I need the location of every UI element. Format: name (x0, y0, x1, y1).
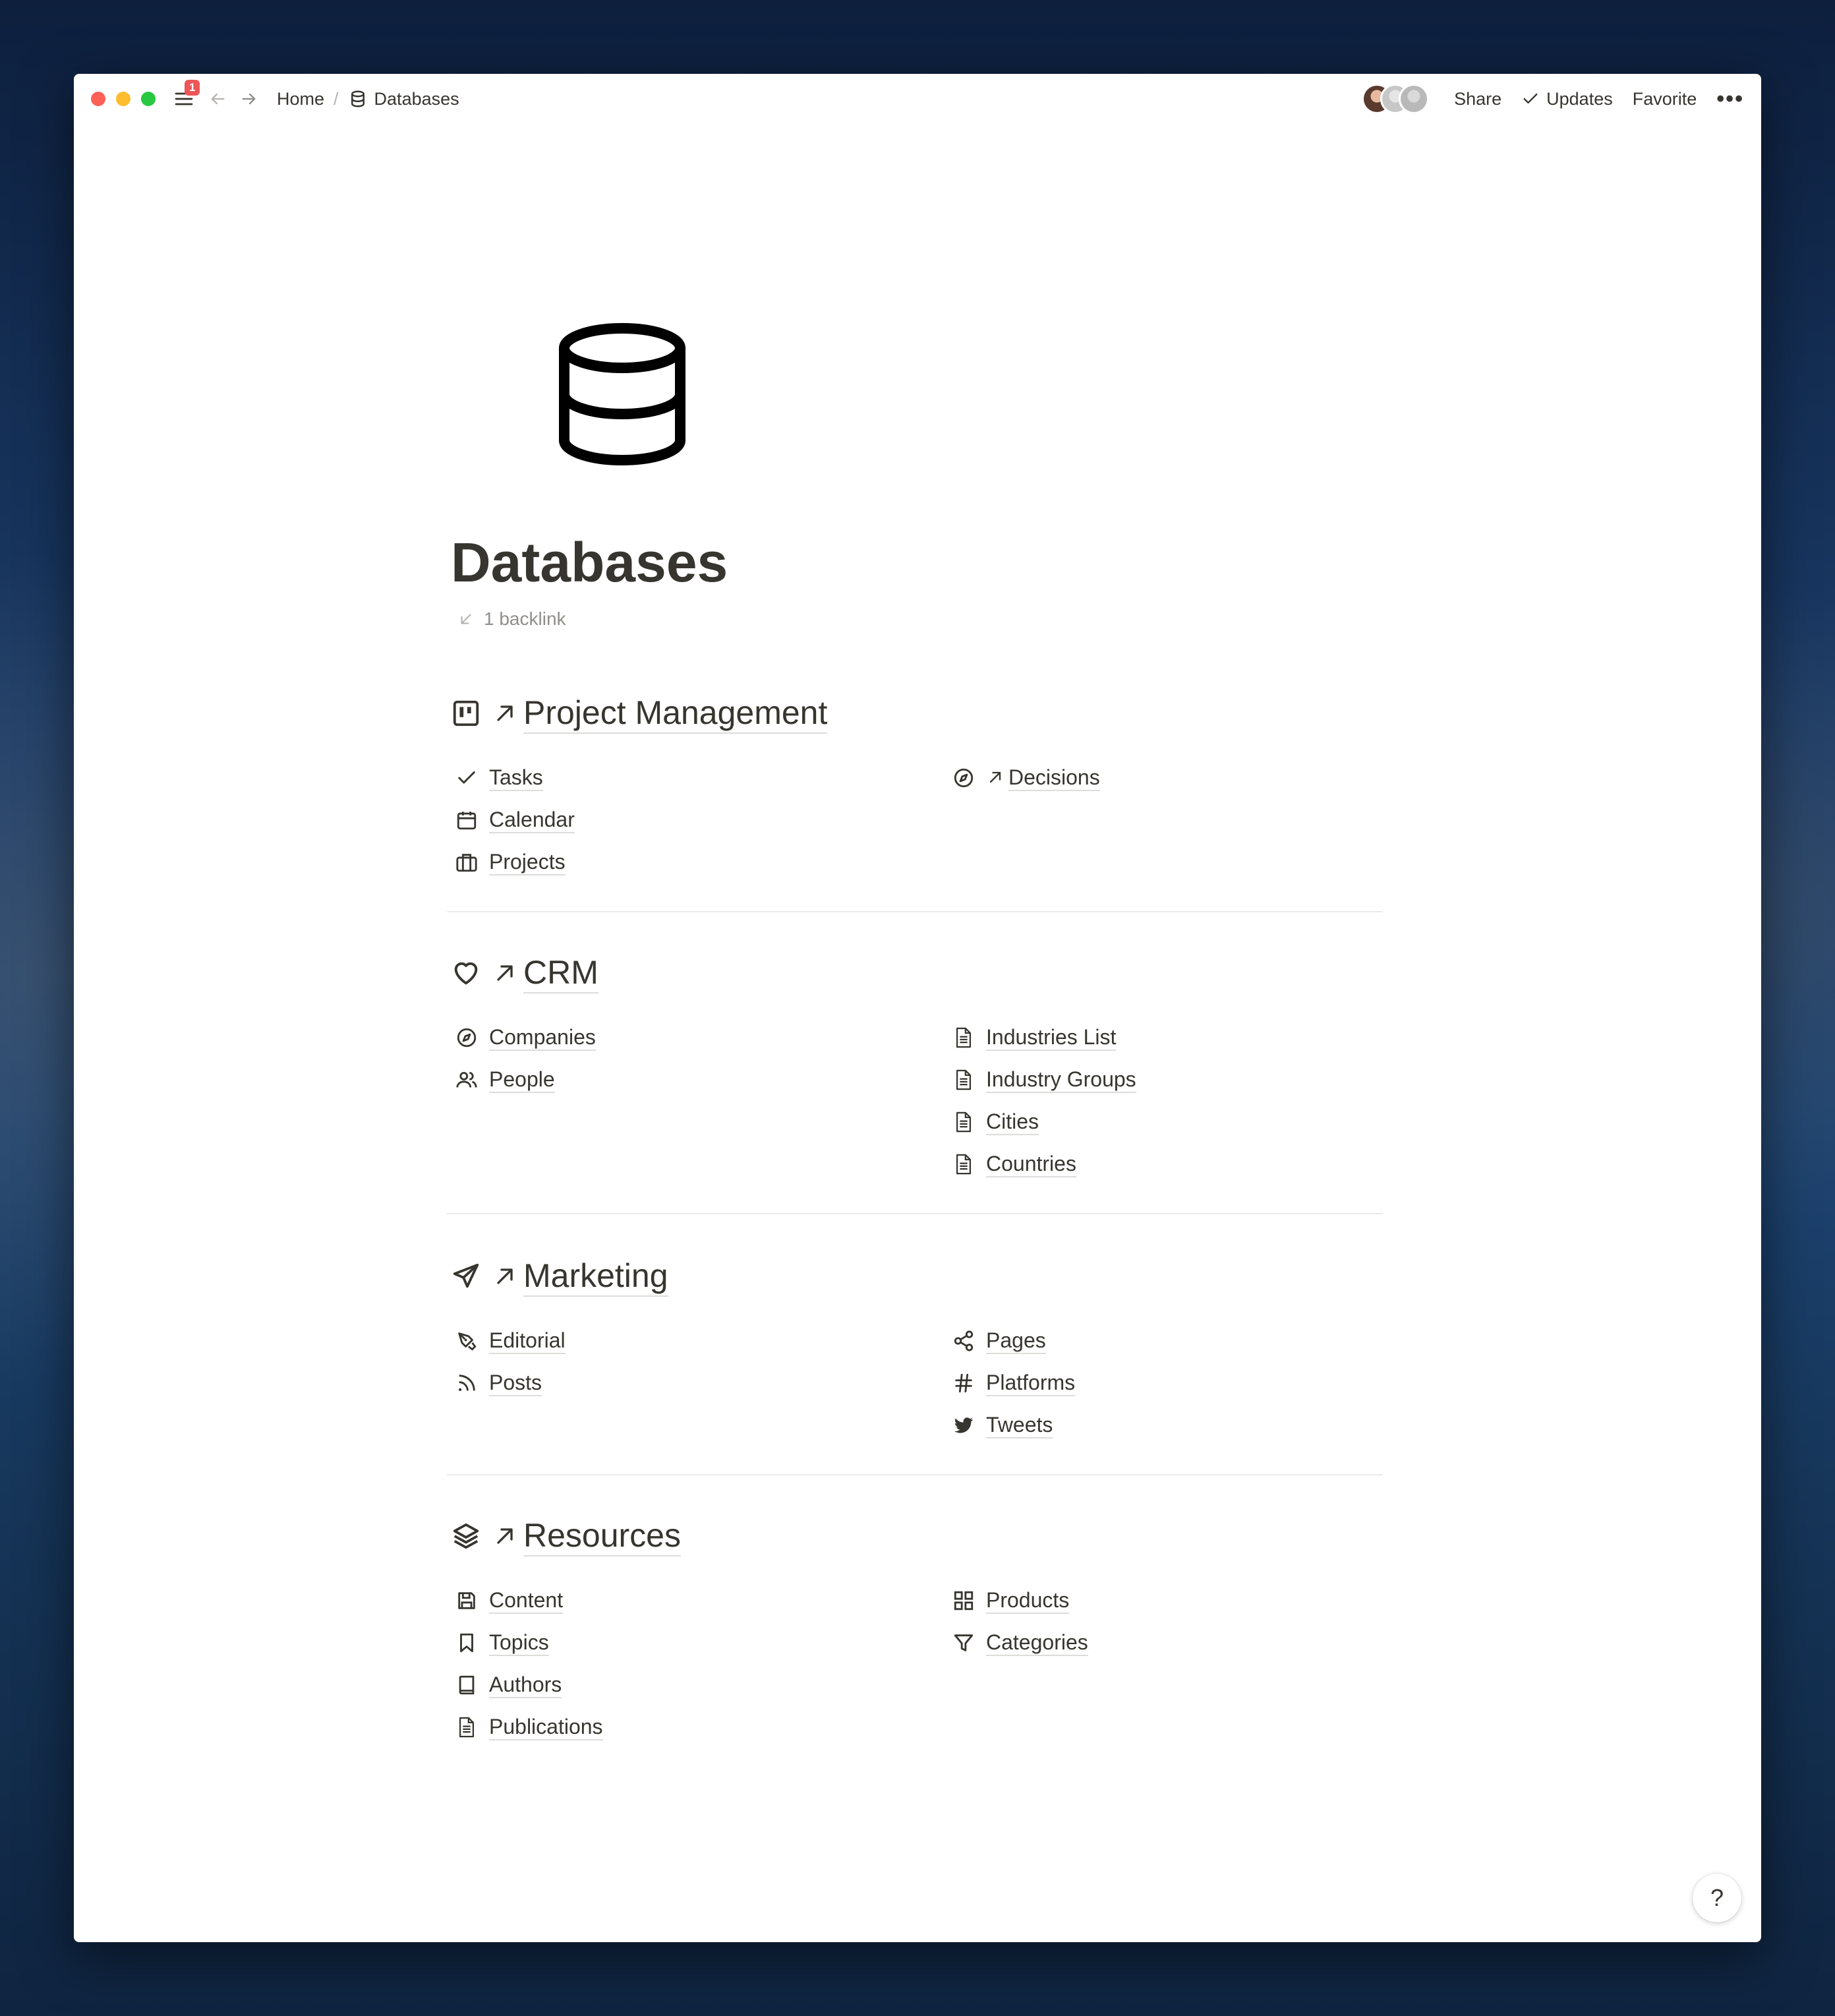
item-label: Authors (489, 1672, 562, 1698)
database-link-decisions[interactable] (948, 757, 1387, 799)
share-nodes-icon (952, 1329, 976, 1353)
close-window-button[interactable] (91, 92, 105, 106)
page-icon[interactable] (556, 322, 688, 467)
compass-icon (952, 766, 976, 790)
collaborator-avatars[interactable] (1362, 84, 1429, 114)
sidebar-toggle-button[interactable] (173, 81, 196, 110)
breadcrumb-label: Home (277, 88, 325, 109)
database-icon (556, 322, 688, 467)
favorite-button[interactable] (1633, 89, 1697, 109)
favorite-label: Favorite (1632, 88, 1697, 109)
database-link-cities[interactable] (948, 1101, 1387, 1143)
item-label: Editorial (489, 1328, 566, 1354)
item-label: Platforms (986, 1370, 1075, 1396)
item-label: Decisions (1008, 765, 1100, 791)
database-link-people[interactable] (451, 1059, 948, 1101)
database-link-categories[interactable] (948, 1622, 1387, 1664)
forward-button[interactable] (240, 89, 260, 109)
backlink-label: 1 backlink (484, 608, 566, 629)
item-label: Tweets (986, 1412, 1053, 1438)
item-label: Cities (986, 1109, 1039, 1135)
divider (447, 1213, 1383, 1214)
database-link-posts[interactable] (451, 1362, 948, 1404)
check-icon (1521, 90, 1540, 108)
breadcrumb-home[interactable] (272, 86, 330, 112)
item-label: Content (489, 1587, 563, 1614)
check-icon (455, 766, 479, 790)
send-icon (451, 1261, 482, 1293)
section-heading (451, 1514, 1387, 1560)
document-icon (952, 1068, 976, 1092)
section-link-project-management[interactable]: Project Management (523, 694, 827, 734)
right-column (948, 1580, 1387, 1748)
minimize-window-button[interactable] (116, 92, 131, 106)
section-resources (451, 1514, 1387, 1748)
briefcase-icon (455, 850, 479, 874)
item-label: Categories (986, 1630, 1088, 1656)
database-link-tweets[interactable] (948, 1404, 1387, 1446)
database-link-tasks[interactable] (451, 757, 948, 799)
arrow-up-right-icon (986, 768, 1006, 788)
left-column (451, 757, 948, 883)
section-crm (451, 951, 1387, 1185)
help-button[interactable]: ? (1693, 1874, 1741, 1922)
database-link-authors[interactable] (451, 1664, 948, 1706)
item-label: Publications (489, 1714, 603, 1740)
document-icon (952, 1110, 976, 1134)
section-heading (451, 1254, 1387, 1300)
section-link-marketing[interactable]: Marketing (523, 1257, 668, 1297)
item-label: Countries (986, 1151, 1076, 1177)
right-column (948, 757, 1387, 883)
document-icon (455, 1715, 479, 1739)
document-icon (952, 1026, 976, 1050)
left-column (451, 1017, 948, 1185)
database-link-publications[interactable] (451, 1706, 948, 1748)
section-link-crm[interactable]: CRM (523, 954, 598, 993)
document-icon (952, 1152, 976, 1176)
updates-label: Updates (1546, 88, 1613, 109)
pen-icon (455, 1329, 479, 1353)
board-icon (451, 698, 482, 730)
arrow-down-left-icon (457, 610, 475, 628)
back-button[interactable] (208, 89, 228, 109)
divider (447, 911, 1383, 912)
save-icon (455, 1589, 479, 1613)
section-heading (451, 691, 1387, 737)
item-label: Projects (489, 849, 566, 875)
item-label: Tasks (489, 765, 543, 791)
rss-icon (455, 1371, 479, 1395)
item-label: Companies (489, 1024, 596, 1051)
breadcrumb-databases[interactable] (343, 86, 465, 112)
arrow-left-icon (208, 90, 227, 108)
database-link-content[interactable] (451, 1580, 948, 1622)
section-link-resources[interactable]: Resources (523, 1517, 681, 1556)
filter-icon (952, 1631, 976, 1655)
database-link-calendar[interactable] (451, 799, 948, 841)
app-window (74, 74, 1761, 1942)
compass-icon (455, 1026, 479, 1050)
database-link-companies[interactable] (451, 1017, 948, 1059)
right-column (948, 1320, 1387, 1446)
database-link-pages[interactable] (948, 1320, 1387, 1362)
breadcrumb-label: Databases (374, 88, 459, 109)
item-label: Calendar (489, 807, 575, 833)
item-label: Topics (489, 1630, 549, 1656)
window-controls (91, 92, 156, 106)
topbar-actions (1362, 84, 1744, 114)
database-link-editorial[interactable] (451, 1320, 948, 1362)
database-link-topics[interactable] (451, 1622, 948, 1664)
hash-icon (952, 1371, 976, 1395)
calendar-icon (455, 808, 479, 832)
book-icon (455, 1673, 479, 1697)
topbar (74, 74, 1761, 124)
arrow-up-right-icon (492, 1263, 519, 1291)
avatar (1399, 84, 1429, 114)
breadcrumb-separator: / (334, 88, 339, 109)
item-label: Industry Groups (986, 1067, 1136, 1093)
divider (447, 1474, 1383, 1475)
arrow-up-right-icon (492, 700, 519, 728)
arrow-up-right-icon (492, 960, 519, 988)
more-options-button[interactable]: ••• (1716, 86, 1744, 111)
item-label: Pages (986, 1328, 1046, 1354)
share-button[interactable] (1454, 89, 1501, 109)
database-link-products[interactable] (948, 1580, 1387, 1622)
arrow-up-right-icon (492, 1523, 519, 1551)
section-project-management (451, 691, 1387, 883)
database-icon (348, 89, 368, 109)
page-title: Databases (451, 531, 728, 593)
section-heading (451, 951, 1387, 997)
notification-badge: 1 (185, 80, 200, 96)
item-label: Products (986, 1587, 1069, 1614)
layers-icon (451, 1521, 482, 1553)
share-label: Share (1454, 88, 1502, 109)
people-icon (455, 1068, 479, 1092)
database-link-platforms[interactable] (948, 1362, 1387, 1404)
backlinks-toggle[interactable] (457, 608, 566, 630)
database-link-countries[interactable] (948, 1143, 1387, 1185)
updates-button[interactable] (1521, 89, 1613, 109)
database-link-industries-list[interactable] (948, 1017, 1387, 1059)
item-label: Industries List (986, 1024, 1116, 1051)
grid-icon (952, 1589, 976, 1613)
right-column (948, 1017, 1387, 1185)
heart-icon (451, 958, 482, 990)
bookmark-icon (455, 1631, 479, 1655)
item-label: People (489, 1067, 555, 1093)
twitter-icon (952, 1413, 976, 1437)
section-marketing (451, 1254, 1387, 1446)
zoom-window-button[interactable] (141, 92, 156, 106)
arrow-right-icon (240, 90, 258, 108)
left-column (451, 1320, 948, 1446)
database-link-industry-groups[interactable] (948, 1059, 1387, 1101)
item-label: Posts (489, 1370, 542, 1396)
database-link-projects[interactable] (451, 841, 948, 883)
left-column (451, 1580, 948, 1748)
